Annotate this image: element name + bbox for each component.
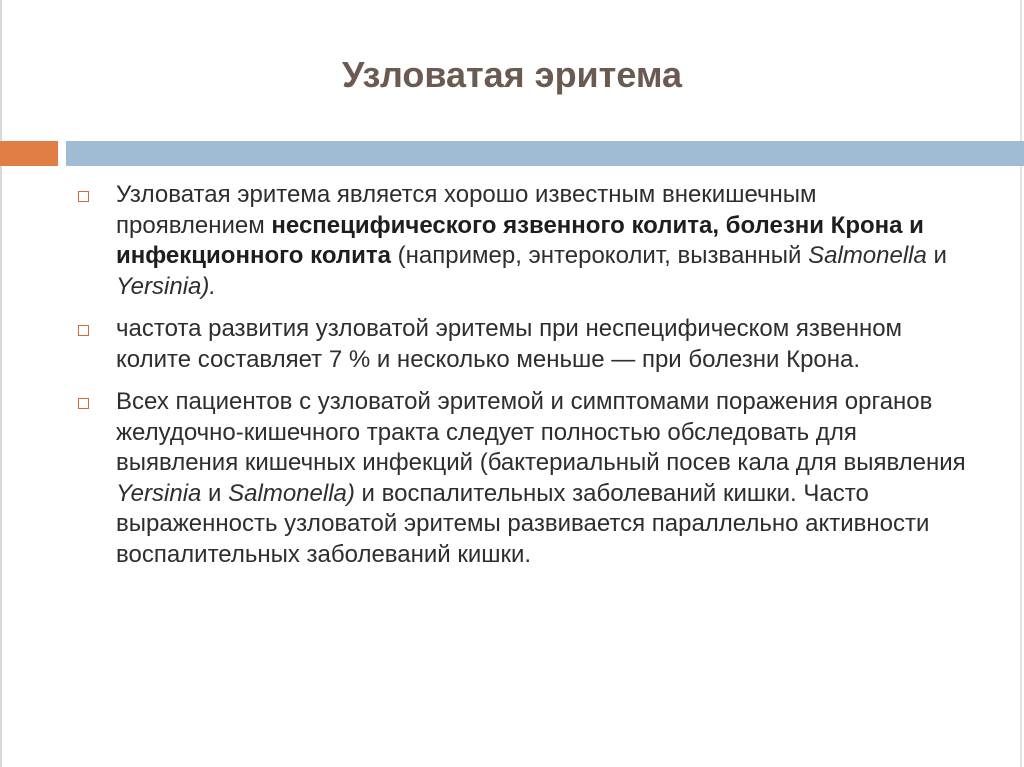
bullet-item — [78, 387, 968, 570]
bullet-text — [116, 388, 966, 568]
text-segment: и — [926, 242, 947, 269]
text-segment: частота развития узловатой эритемы при неспецифическом язвенном колите составляет 7 % и несколько меньше — при болезни Крона. — [116, 315, 903, 373]
bullet-item — [78, 180, 968, 302]
slide-frame-left — [0, 0, 2, 767]
bullet-text — [116, 315, 902, 373]
text-segment: Узловатая эритема является хорошо известным внекишечным проявлением — [116, 181, 817, 239]
bullet-item — [78, 314, 968, 375]
bullet-list — [78, 180, 968, 582]
italic-text-segment: Salmonella) — [228, 479, 355, 507]
text-segment: и воспалительных заболеваний кишки. Часто выраженность узловатой эритемы развивается параллельно активности воспалительных заболеваний кишки. — [116, 479, 930, 568]
square-bullet-icon — [78, 191, 89, 202]
text-segment: и — [201, 479, 229, 507]
accent-bar — [0, 141, 58, 166]
bold-text-segment: неспецифического язвенного колита, болезни Крона и инфекционного колита — [116, 211, 924, 269]
square-bullet-icon — [78, 398, 89, 409]
italic-text-segment: Yersinia). — [116, 272, 217, 300]
header-divider-bar — [66, 141, 1024, 166]
slide-title: Узловатая эритема — [341, 54, 683, 95]
text-segment: Всех пациентов с узловатой эритемой и симптомами поражения органов желудочно-кишечного тракта следует полностью обследовать для выявления кишечных инфекций (бактериальный посев кала для выявления — [116, 388, 966, 476]
italic-text-segment: Yersinia — [116, 479, 202, 507]
text-segment: (например, энтероколит, вызванный — [390, 242, 809, 269]
bullet-text — [116, 181, 947, 300]
slide-frame-right — [1020, 0, 1022, 767]
square-bullet-icon — [78, 325, 89, 336]
italic-text-segment: Salmonella — [808, 242, 927, 269]
